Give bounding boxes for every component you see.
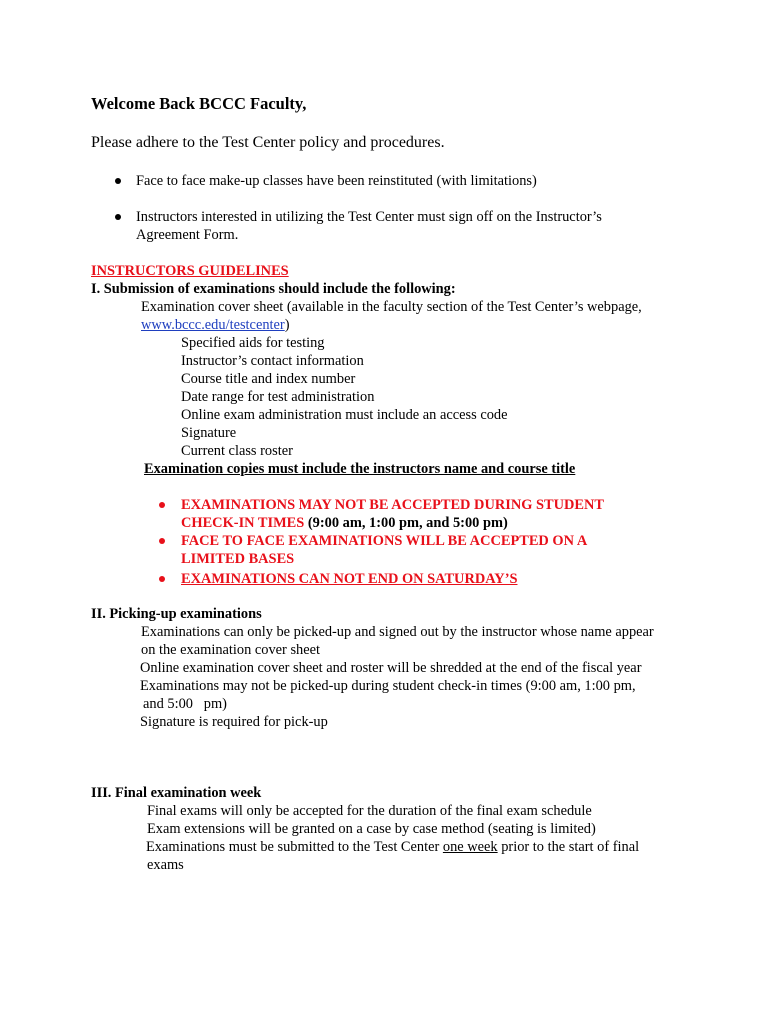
warning-saturday: EXAMINATIONS CAN NOT END ON SATURDAY’S — [181, 571, 518, 587]
section2-title: II. Picking-up examinations — [91, 606, 262, 622]
final-exam-line-end: prior to the start of final — [497, 839, 640, 855]
final-exam-line-start: Examinations must be submitted to the Test Center — [146, 839, 443, 855]
warning-face-to-face: FACE TO FACE EXAMINATIONS WILL BE ACCEPTED ON A — [181, 533, 588, 549]
warning-checkin-continued — [181, 514, 508, 532]
pickup-line: Signature is required for pick-up — [140, 714, 328, 730]
bullet-icon — [115, 178, 121, 184]
greeting: Welcome Back BCCC Faculty, — [91, 94, 307, 113]
pickup-line: Online examination cover sheet and roster will be shredded at the end of the fiscal year — [140, 660, 642, 676]
final-exam-line: Exam extensions will be granted on a case by case method (seating is limited) — [147, 821, 596, 837]
section3-title: III. Final examination week — [91, 785, 262, 801]
cover-sheet-close: ) — [284, 317, 290, 333]
note-item: Instructors interested in utilizing the Test Center must sign off on the Instructor’s — [136, 209, 602, 225]
list-item: Current class roster — [181, 443, 293, 459]
bullet-icon — [159, 576, 165, 582]
pickup-line: Examinations may not be picked-up during student check-in times (9:00 am, 1:00 pm, — [140, 678, 636, 694]
copies-note: Examination copies must include the instructors name and course title — [144, 461, 576, 477]
list-item: Date range for test administration — [181, 389, 375, 405]
final-exam-line: exams — [147, 857, 184, 873]
cover-sheet-text: Examination cover sheet (available in the faculty section of the Test Center’s webpage, — [141, 299, 642, 315]
final-exam-line — [146, 838, 639, 856]
list-item: Signature — [181, 425, 237, 441]
note-item-continued: Agreement Form. — [136, 227, 239, 243]
warning-checkin: EXAMINATIONS MAY NOT BE ACCEPTED DURING STUDENT — [181, 497, 604, 513]
final-exam-line: Final exams will only be accepted for the duration of the final exam schedule — [147, 803, 592, 819]
warning-checkin-times: (9:00 am, 1:00 pm, and 5:00 pm) — [304, 515, 508, 531]
list-item: Instructor’s contact information — [181, 353, 364, 369]
section1-title: I. Submission of examinations should include the following: — [91, 281, 456, 297]
bullet-icon — [159, 502, 165, 508]
cover-sheet-link-line — [141, 316, 290, 334]
list-item: Online exam administration must include an access code — [181, 407, 508, 423]
warning-checkin-red: CHECK-IN TIMES — [181, 515, 305, 531]
warning-face-to-face-continued: LIMITED BASES — [181, 551, 295, 567]
list-item: Specified aids for testing — [181, 335, 325, 351]
list-item: Course title and index number — [181, 371, 356, 387]
pickup-line: Examinations can only be picked-up and signed out by the instructor whose name appear — [141, 624, 654, 640]
intro-text: Please adhere to the Test Center policy and procedures. — [91, 134, 445, 151]
bullet-icon — [115, 214, 121, 220]
pickup-line: and 5:00 pm) — [143, 696, 227, 712]
guidelines-heading: INSTRUCTORS GUIDELINES — [91, 263, 289, 279]
bullet-icon — [159, 538, 165, 544]
testcenter-link[interactable]: www.bccc.edu/testcenter — [141, 317, 285, 333]
one-week-emphasis: one week — [442, 839, 498, 855]
note-item: Face to face make-up classes have been reinstituted (with limitations) — [136, 173, 537, 189]
pickup-line: on the examination cover sheet — [141, 642, 321, 658]
